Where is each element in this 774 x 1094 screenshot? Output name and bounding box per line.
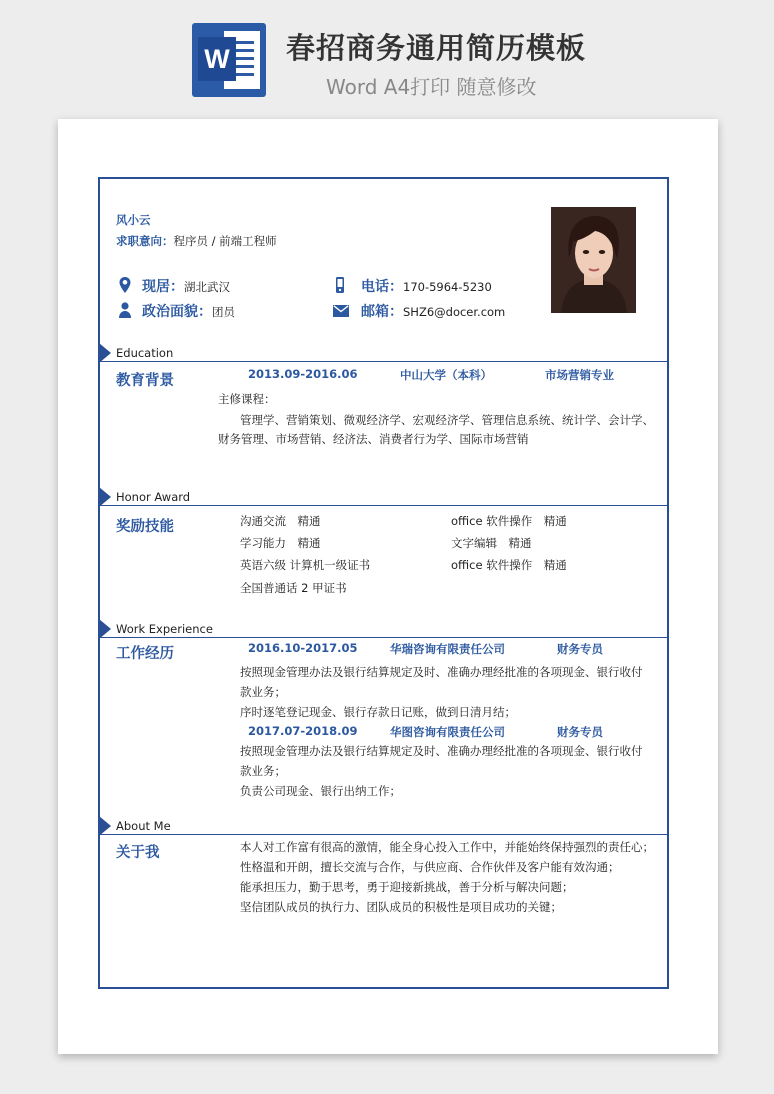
courses-label: 主修课程： (218, 392, 276, 406)
job-intent (116, 233, 277, 249)
honor-item: 文字编辑 精通 (451, 536, 532, 550)
about-line: 性格温和开朗，擅长交流与合作，与供应商、合作伙伴及客户能有效沟通； (240, 860, 620, 874)
section-arrow-icon (99, 619, 111, 639)
honor-item: 沟通交流 精通 (240, 514, 321, 528)
email-value: SHZ6@docer.com (403, 305, 506, 319)
work-en-title: Work Experience (116, 622, 213, 636)
job-position: 财务专员 (557, 725, 603, 739)
about-title: 关于我 (116, 845, 160, 861)
honor-item: 学习能力 精通 (240, 536, 321, 550)
phone-row (333, 276, 492, 296)
banner (0, 0, 774, 118)
honor-title: 奖励技能 (116, 519, 174, 535)
resume-frame (98, 177, 669, 989)
phone-value: 170-5964-5230 (403, 280, 492, 294)
politics-value: 团员 (212, 305, 235, 319)
education-title: 教育背景 (116, 373, 174, 389)
mail-icon (333, 305, 349, 317)
honor-item: office 软件操作 精通 (451, 558, 567, 572)
courses-line: 财务管理、市场营销、经济法、消费者行为学、国际市场营销 (218, 432, 529, 446)
phone-label: 电话： (361, 279, 403, 295)
word-icon (192, 23, 266, 97)
education-school: 中山大学（本科） (400, 368, 492, 382)
honor-item: office 软件操作 精通 (451, 514, 567, 528)
resume-page (58, 119, 718, 1054)
politics-row (118, 301, 235, 321)
work-header (100, 619, 669, 639)
about-line: 本人对工作富有很高的激情，能全身心投入工作中，并能始终保持强烈的责任心； (240, 840, 654, 854)
word-icon-letter: W (198, 37, 236, 81)
email-label: 邮箱： (361, 304, 403, 320)
section-arrow-icon (99, 487, 111, 507)
job-desc-line: 按照现金管理办法及银行结算规定及时、准确办理经批准的各项现金、银行收付 (240, 665, 643, 679)
portrait-illustration (551, 207, 636, 313)
job-desc-line: 按照现金管理办法及银行结算规定及时、准确办理经批准的各项现金、银行收付 (240, 744, 643, 758)
honor-header (100, 487, 669, 507)
location-icon (118, 277, 132, 293)
about-line: 能承担压力，勤于思考，勇于迎接新挑战，善于分析与解决问题； (240, 880, 574, 894)
person-icon (118, 302, 132, 318)
section-arrow-icon (99, 343, 111, 363)
job-intent-value: 程序员 / 前端工程师 (173, 234, 277, 248)
about-en-title: About Me (116, 819, 171, 833)
job-desc-line: 负责公司现金、银行出纳工作； (240, 784, 401, 798)
job-company: 华瑞咨询有限责任公司 (390, 642, 505, 656)
job-position: 财务专员 (557, 642, 603, 656)
banner-subtitle: Word A4打印 随意修改 (326, 75, 537, 99)
education-header (100, 343, 669, 363)
job-desc-line: 款业务； (240, 685, 286, 699)
phone-icon (333, 277, 347, 293)
profile-photo (551, 207, 636, 313)
section-arrow-icon (99, 816, 111, 836)
education-en-title: Education (116, 346, 174, 360)
residence-row (118, 276, 230, 296)
about-header (100, 816, 669, 836)
honor-en-title: Honor Award (116, 490, 191, 504)
education-major: 市场营销专业 (545, 368, 614, 382)
honor-item: 英语六级 计算机一级证书 (240, 558, 371, 572)
person-name: 风小云 (116, 213, 151, 227)
politics-label: 政治面貌： (142, 304, 212, 320)
about-line: 坚信团队成员的执行力、团队成员的积极性是项目成功的关键； (240, 900, 562, 914)
residence-label: 现居： (142, 279, 184, 295)
courses-line: 管理学、营销策划、微观经济学、宏观经济学、管理信息系统、统计学、会计学、 (240, 413, 654, 427)
job-company: 华图咨询有限责任公司 (390, 725, 505, 739)
job-period: 2016.10-2017.05 (248, 641, 358, 655)
residence-value: 湖北武汉 (184, 280, 230, 294)
banner-title: 春招商务通用简历模板 (286, 31, 587, 65)
honor-item: 全国普通话 2 甲证书 (240, 581, 347, 595)
job-desc-line: 款业务； (240, 764, 286, 778)
email-row (333, 301, 505, 321)
job-desc-line: 序时逐笔登记现金、银行存款日记账，做到日清月结； (240, 705, 516, 719)
job-intent-label: 求职意向： (116, 234, 174, 248)
education-period: 2013.09-2016.06 (248, 367, 358, 381)
work-title: 工作经历 (116, 646, 174, 662)
job-period: 2017.07-2018.09 (248, 724, 358, 738)
